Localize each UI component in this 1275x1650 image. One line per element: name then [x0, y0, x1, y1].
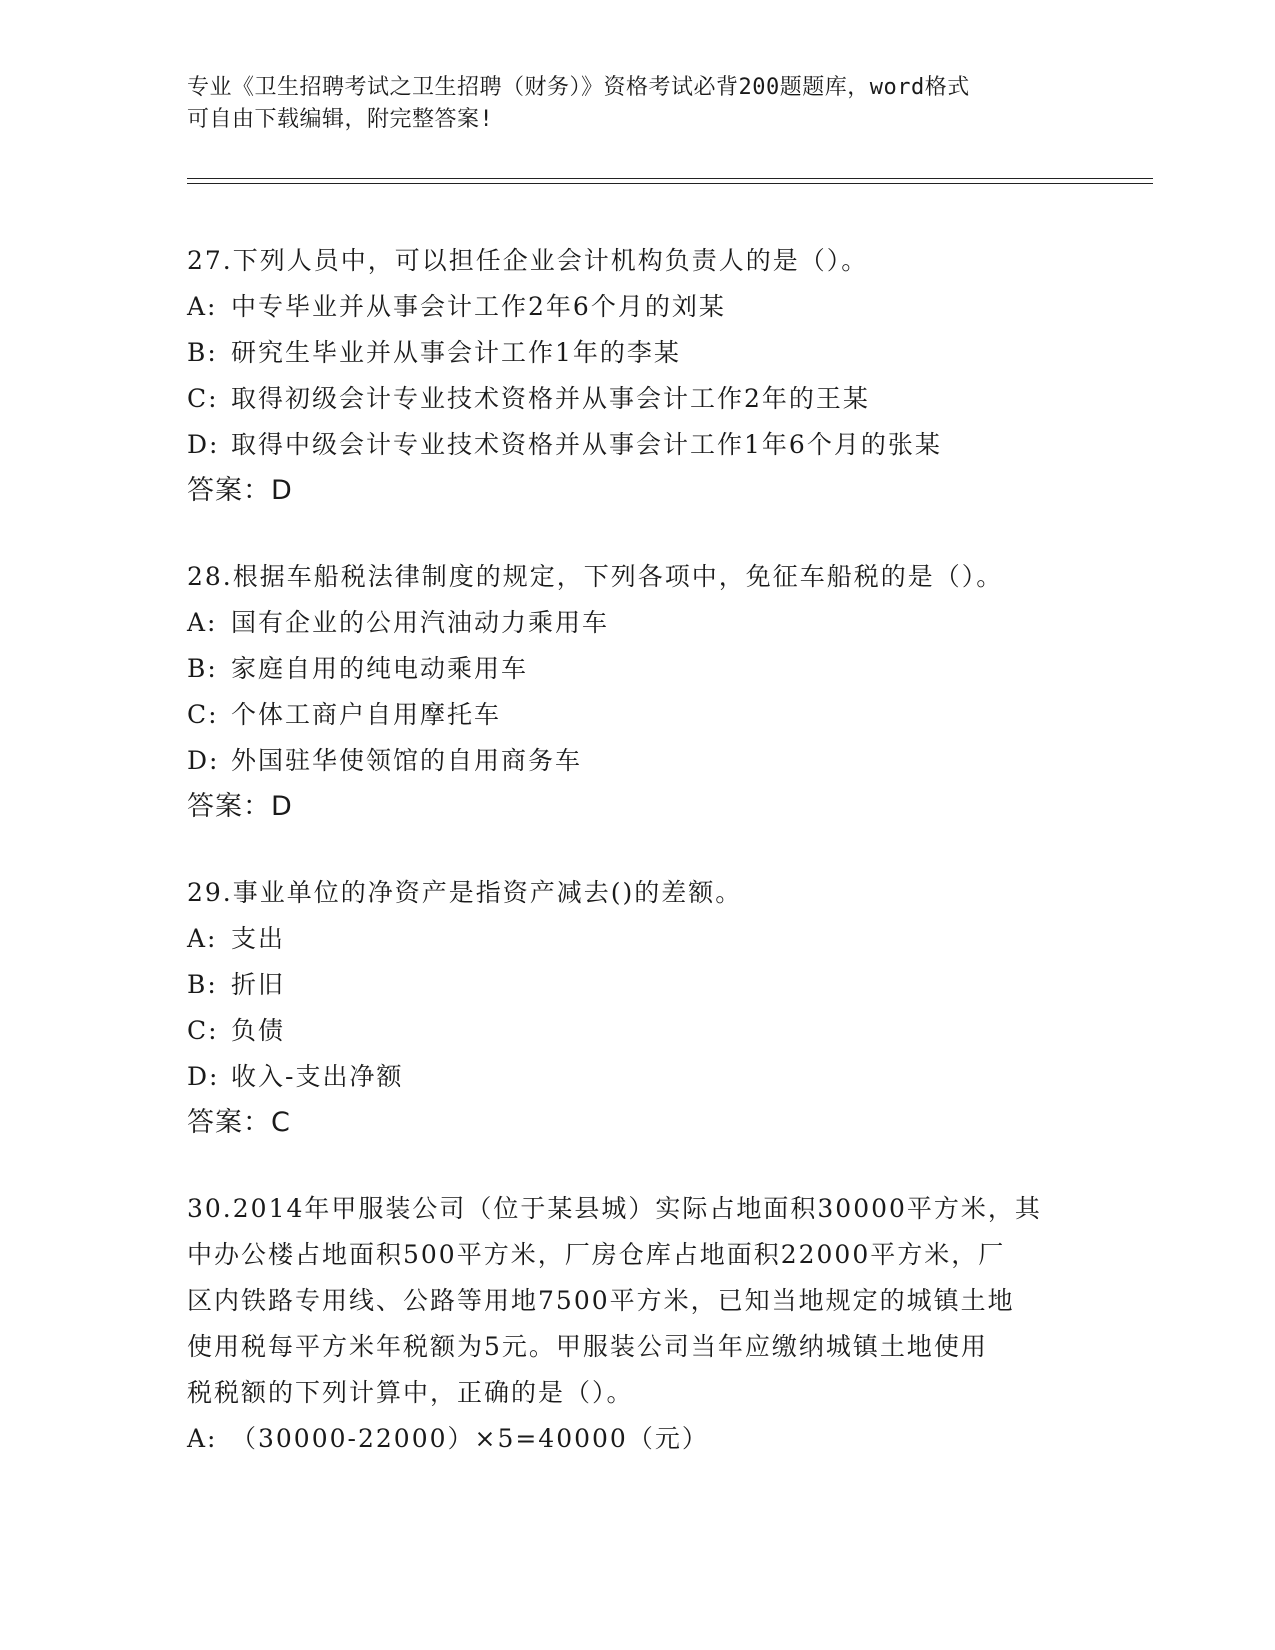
question-list — [187, 238, 1087, 1502]
question-stem-line: 使用税每平方米年税额为5元。甲服装公司当年应缴纳城镇土地使用 — [187, 1332, 988, 1361]
option-key: A: — [187, 608, 218, 637]
question-stem-line: 30.2014年甲服装公司（位于某县城）实际占地面积30000平方米，其 — [187, 1194, 1042, 1223]
option-a — [187, 1416, 1087, 1462]
option-a — [187, 600, 1087, 646]
header-line-2: 可自由下载编辑，附完整答案! — [187, 107, 494, 132]
option-text: 支出 — [231, 924, 286, 953]
question-stem: 27.下列人员中，可以担任企业会计机构负责人的是（）。 — [187, 246, 869, 275]
option-key: D: — [187, 746, 220, 775]
option-key: B: — [187, 654, 218, 683]
option-key: A: — [187, 292, 218, 321]
option-key: B: — [187, 338, 218, 367]
option-key: A: — [187, 1424, 218, 1453]
question-27 — [187, 238, 1087, 514]
question-stem-line: 区内铁路专用线、公路等用地7500平方米，已知当地规定的城镇土地 — [187, 1286, 1015, 1315]
header-divider-top — [187, 178, 1153, 179]
option-key: C: — [187, 384, 219, 413]
option-text: 取得中级会计专业技术资格并从事会计工作1年6个月的张某 — [231, 430, 942, 459]
option-text: 负债 — [231, 1016, 286, 1045]
option-text: 个体工商户自用摩托车 — [231, 700, 502, 729]
option-text: 国有企业的公用汽油动力乘用车 — [231, 608, 610, 637]
option-a — [187, 916, 1087, 962]
option-key: A: — [187, 924, 218, 953]
header-divider-bottom — [187, 183, 1153, 184]
option-d — [187, 422, 1087, 468]
question-stem: 28.根据车船税法律制度的规定，下列各项中，免征车船税的是（）。 — [187, 562, 1004, 591]
option-text: 收入-支出净额 — [231, 1062, 404, 1091]
option-key: D: — [187, 1062, 220, 1091]
answer-label: 答案：D — [187, 791, 293, 822]
question-28 — [187, 554, 1087, 830]
option-text: 外国驻华使领馆的自用商务车 — [231, 746, 583, 775]
header-line-1: 专业《卫生招聘考试之卫生招聘（财务）》资格考试必背200题题库，word格式 — [187, 75, 970, 100]
option-text: 家庭自用的纯电动乘用车 — [231, 654, 529, 683]
question-stem-line: 中办公楼占地面积500平方米，厂房仓库占地面积22000平方米，厂 — [187, 1240, 1006, 1269]
question-stem-line: 税税额的下列计算中，正确的是（）。 — [187, 1378, 634, 1407]
option-key: D: — [187, 430, 220, 459]
option-text: 中专毕业并从事会计工作2年6个月的刘某 — [231, 292, 726, 321]
option-c — [187, 692, 1087, 738]
option-d — [187, 1054, 1087, 1100]
option-key: B: — [187, 970, 218, 999]
option-c — [187, 1008, 1087, 1054]
option-c — [187, 376, 1087, 422]
option-b — [187, 962, 1087, 1008]
question-29 — [187, 870, 1087, 1146]
question-30 — [187, 1186, 1087, 1462]
question-stem: 29.事业单位的净资产是指资产减去()的差额。 — [187, 878, 743, 907]
option-text: （30000-22000）×5=40000（元） — [231, 1424, 709, 1453]
option-b — [187, 330, 1087, 376]
answer-label: 答案：D — [187, 475, 293, 506]
option-a — [187, 284, 1087, 330]
option-text: 研究生毕业并从事会计工作1年的李某 — [231, 338, 681, 367]
option-b — [187, 646, 1087, 692]
option-key: C: — [187, 1016, 219, 1045]
document-header — [187, 72, 1087, 136]
option-text: 折旧 — [231, 970, 286, 999]
option-d — [187, 738, 1087, 784]
option-key: C: — [187, 700, 219, 729]
option-text: 取得初级会计专业技术资格并从事会计工作2年的王某 — [231, 384, 870, 413]
answer-label: 答案：C — [187, 1107, 291, 1138]
